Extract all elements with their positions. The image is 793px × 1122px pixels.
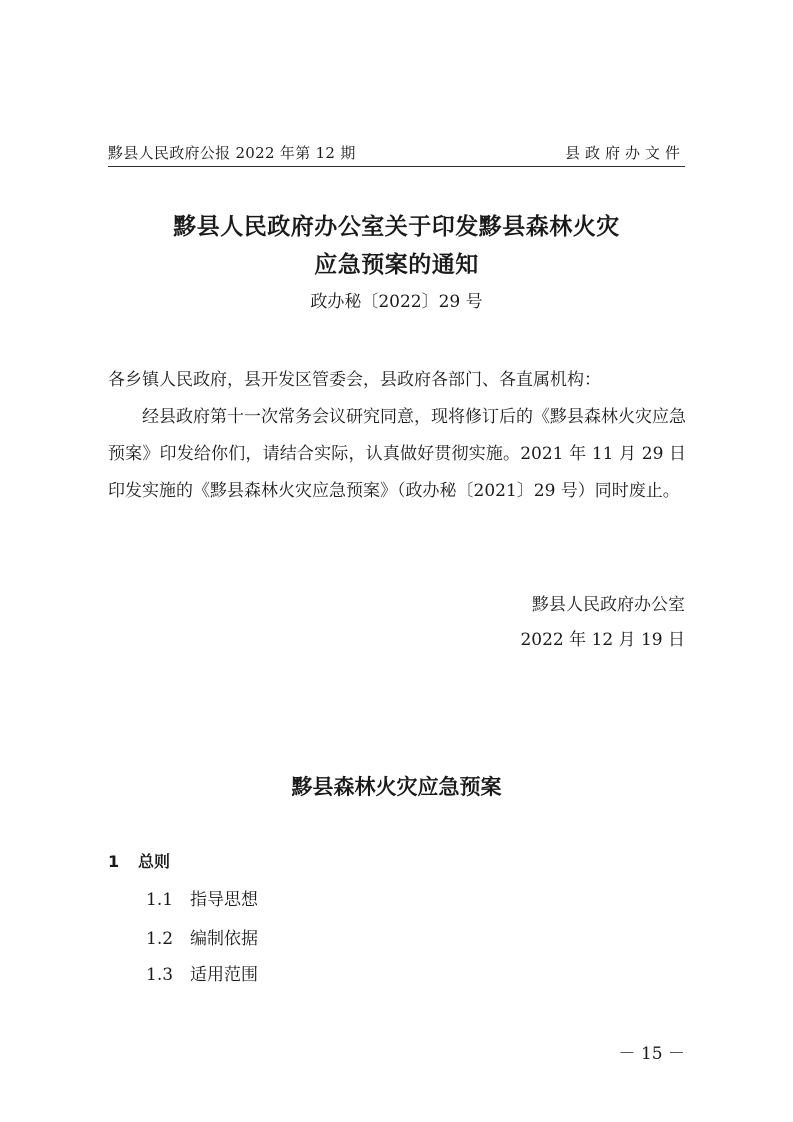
salutation: 各乡镇人民政府，县开发区管委会，县政府各部门、各直属机构： [108, 370, 601, 390]
subsection-label: 编制依据 [190, 929, 258, 949]
notice-title-line-1: 黟县人民政府办公室关于印发黟县森林火灾 [173, 214, 620, 240]
subsection-item [146, 925, 258, 953]
bulletin-issue-label: 黟县人民政府公报 2022 年第 12 期 [108, 144, 356, 162]
subsection-number: 1.3 [146, 965, 174, 985]
issue-date: 2022 年 12 月 19 日 [520, 630, 685, 650]
subsection-number: 1.1 [146, 890, 174, 910]
section-heading [108, 848, 170, 876]
document-category-label: 县政府办文件 [564, 144, 685, 162]
document-number: 政办秘〔2022〕29 号 [310, 292, 483, 312]
subsection-number: 1.2 [146, 929, 174, 949]
notice-title-line-2: 应急预案的通知 [314, 252, 479, 278]
page-number: － 15 － [618, 1044, 685, 1064]
subsection-label: 指导思想 [190, 890, 258, 910]
page-header [108, 141, 685, 165]
header-divider [108, 166, 685, 167]
notice-title [108, 208, 685, 284]
notice-body-paragraph: 经县政府第十一次常务会议研究同意，现将修订后的《黟县森林火灾应急预案》印发给你们，请结合实际，认真做好贯彻实施。2021 年 11 月 29 日印发实施的《黟县森林火灾应急预案》（政办秘〔2021〕29 号）同时废止。 [108, 407, 686, 501]
issuing-office: 黟县人民政府办公室 [532, 595, 685, 615]
subsection-item [146, 961, 258, 989]
section-label: 总则 [138, 852, 171, 871]
section-number: 1 [108, 852, 120, 871]
subsection-item [146, 886, 258, 914]
plan-title: 黟县森林火灾应急预案 [291, 775, 502, 799]
subsection-label: 适用范围 [190, 965, 258, 985]
